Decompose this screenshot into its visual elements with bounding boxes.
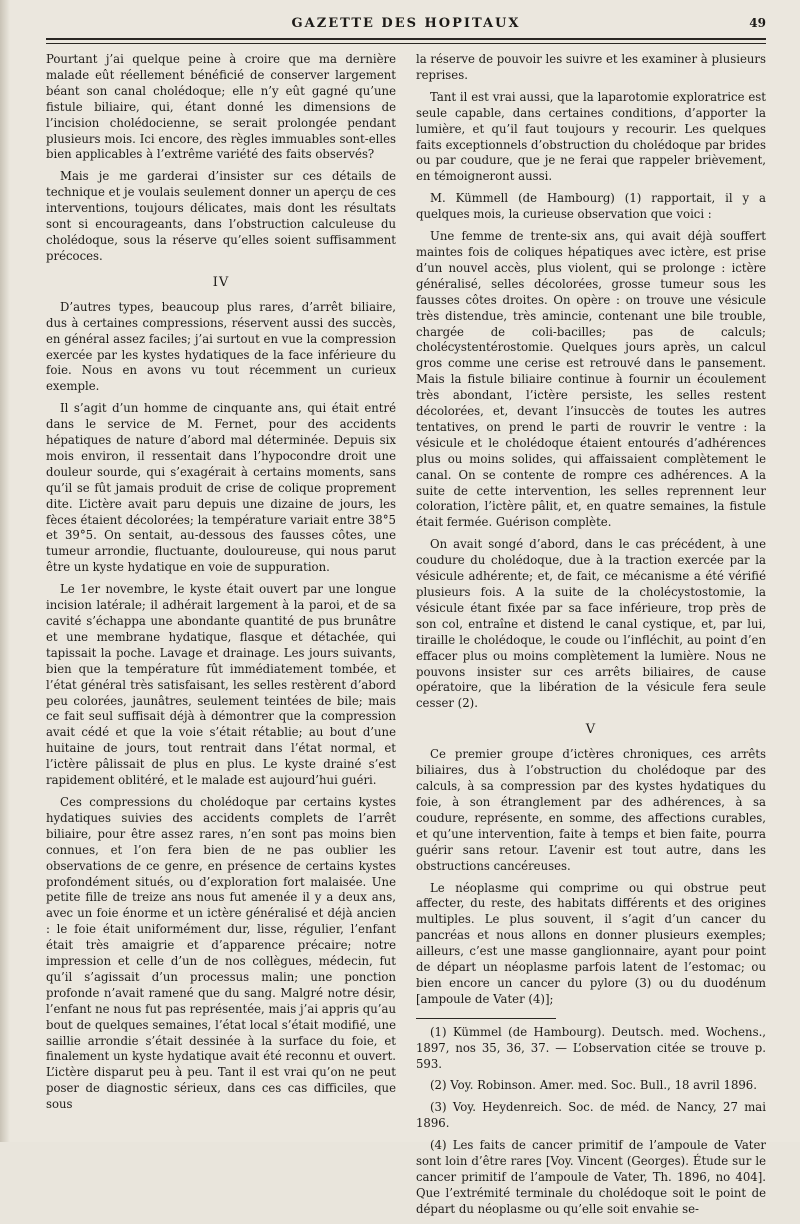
paragraph: Tant il est vrai aussi, que la laparotomie exploratrice est seule capable, dans certaines conditions, d’apporter la lumière, et qu’il faut toujours y recourir. Les quelques faits exceptionnels d’obstruction du cholédoque par brides ou par coudure, que je ne ferai que rappeler brièvement, en témoigneront aussi.: [416, 89, 766, 184]
section-heading: V: [585, 722, 597, 738]
paragraph: la réserve de pouvoir les suivre et les examiner à plusieurs reprises.: [416, 52, 766, 82]
footnote: (3) Voy. Heydenreich. Soc. de méd. de Nancy, 27 mai 1896.: [416, 1100, 766, 1131]
paragraph: D’autres types, beaucoup plus rares, d’arrêt biliaire, dus à certaines compressions, réservent aussi des succès, en général assez faciles; j’ai surtout en vue la compression exercée par les kystes hydatiques de la face inférieure du foie. Nous en avons vu tout récemment un curieux exemple.: [46, 299, 396, 394]
page-number: 49: [749, 16, 766, 30]
paragraph: Le 1er novembre, le kyste était ouvert par une longue incision latérale; il adhérait largement à la paroi, et de sa cavité s’échappa une abondante quantité de pus brunâtre et une membrane hydatique, flasque et détachée, qui tapissait la poche. Lavage et drainage. Les jours suivants, bien que la température fût immédiatement tombée, et l’état général très satisfaisant, les selles restèrent d’abord peu colorées, jaunâtres, seulement teintées de bile; mais ce fait seul suffisait déjà à démontrer que la compression avait cédé et que la voie s’était rétablie; au bout d’une huitaine de jours, tout rentrait dans l’état normal, et l’ictère pâlissait de plus en plus. Le kyste drainé s’est rapidement oblitéré, et le malade est aujourd’hui guéri.: [46, 582, 396, 788]
paragraph: Le néoplasme qui comprime ou qui obstrue peut affecter, du reste, des habitats différents et des origines multiples. Le plus souvent, il s’agit d’un cancer du pancréas et nous allons en donner plusieurs exemples; ailleurs, c’est une masse ganglionnaire, ayant pour point de départ un néoplasme parfois latent de l’estomac; ou bien encore un cancer du pylore (3) ou du duodénum [ampoule de Vater (4)];: [416, 880, 766, 1006]
paragraph: M. Kümmell (de Hambourg) (1) rapportait, il y a quelques mois, la curieuse observation que voici :: [416, 191, 766, 222]
paragraph: On avait songé d’abord, dans le cas précédent, à une coudure du cholédoque, due à la traction exercée par la vésicule adhérente; et, de fait, ce mécanisme a été vérifié plusieurs fois. A la suite de la cholécystostomie, la vésicule étant fixée par sa face inférieure, trop près de son col, entraîne et distend le canal cystique, et, par lui, tiraille le cholédoque, le coude ou l’infléchit, au point d’en effacer plus ou moins complètement la lumière. Nous ne pouvons insister sur ces arrêts biliaires, de cause opératoire, que la libération de la vésicule fera seule cesser (2).: [416, 537, 766, 711]
running-title: GAZETTE DES HOPITAUX: [291, 16, 521, 31]
section-heading: IV: [212, 274, 230, 290]
paragraph: Il s’agit d’un homme de cinquante ans, qui était entré dans le service de M. Fernet, pour des accidents hépatiques de nature d’abord mal déterminée. Depuis six mois environ, il ressentait dans l’hypocondre droit une douleur sourde, qui s’exagérait à certains moments, sans qu’il se fût jamais produit de crise de colique proprement dite. L’ictère avait paru depuis une dizaine de jours, les fèces étaient décolorées; la température variait entre 38°5 et 39°5. On sentait, au-dessous des fausses côtes, une tumeur arrondie, fluctuante, douloureuse, qui nous parut être un kyste hydatique en voie de suppuration.: [46, 401, 396, 575]
left-column: [46, 52, 396, 1224]
paragraph: Pourtant j’ai quelque peine à croire que ma dernière malade eût réellement bénéficié de conserver largement béant son canal cholédoque; elle n’y eût gagné qu’une fistule biliaire, qui, étant donné les dimensions de l’incision cholédocienne, se serait prolongée pendant plusieurs mois. Ici encore, des règles immuables sont-elles bien applicables à l’extrême variété des faits observés?: [46, 52, 396, 162]
footnote: (1) Kümmel (de Hambourg). Deutsch. med. Wochens., 1897, nos 35, 36, 37. — L’observation citée se trouve p. 593.: [416, 1024, 766, 1071]
paragraph: Ces compressions du cholédoque par certains kystes hydatiques suivies des accidents complets de l’arrêt biliaire, pour être assez rares, n’en sont pas moins bien connues, et l’on fera bien de ne pas oublier les observations de ce genre, en présence de certains kystes profondément situés, ou d’exploration fort malaisée. Une petite fille de treize ans nous fut amenée il y a deux ans, avec un foie énorme et un ictère généralisé et déjà ancien : le foie était uniformément dur, lisse, régulier, l’enfant était très amaigrie et d’apparence précaire; notre impression et celle d’un de nos collègues, médecin, fut qu’il s’agissait d’un processus malin; une ponction profonde n’avait ramené que du sang. Malgré notre désir, l’enfant ne nous fut pas représentée, mais j’ai appris qu’au bout de quelques semaines, l’état local s’était modifié, une saillie arrondie s’était dessinée à la surface du foie, et finalement un kyste hydatique avait été reconnu et ouvert. L’ictère disparut peu à peu. Tant il est vrai qu’on ne peut poser de diagnostic sérieux, dans ces cas difficiles, que sous: [46, 794, 396, 1112]
two-column-body: [46, 52, 766, 1224]
page-header: [46, 12, 766, 38]
paragraph: Mais je me garderai d’insister sur ces détails de technique et je voulais seulement donner un aperçu de ces interventions, toujours délicates, mais dont les résultats sont si encourageants, dans l’obstruction calculeuse du cholédoque, sous la réserve qu’elles soient suffisamment précoces.: [46, 169, 396, 263]
footnote: (4) Les faits de cancer primitif de l’ampoule de Vater sont loin d’être rares [Voy. Vincent (Georges). Étude sur le cancer primitif de l’ampoule de Vater, Th. 1896, no 404]. Que l’extrémité terminale du cholédoque soit le point de départ du néoplasme ou qu’elle soit envahie se-: [416, 1138, 766, 1216]
footnote-rule: [416, 1018, 556, 1019]
footnote: (2) Voy. Robinson. Amer. med. Soc. Bull., 18 avril 1896.: [430, 1078, 757, 1093]
header-rule-thin: [46, 43, 766, 44]
header-rule-thick: [46, 38, 766, 40]
paragraph: Ce premier groupe d’ictères chroniques, ces arrêts biliaires, dus à l’obstruction du cholédoque par des calculs, à sa compression par des kystes hydatiques du foie, à son étranglement par des adhérences, à sa coudure, représente, en somme, des affections curables, et qu’une intervention, faite à temps et bien faite, pourra guérir sans retour. L’avenir est tout autre, dans les obstructions cancéreuses.: [416, 747, 766, 873]
header-rules: [46, 38, 766, 44]
right-column: [416, 52, 766, 1224]
paragraph: Une femme de trente-six ans, qui avait déjà souffert maintes fois de coliques hépatiques avec ictère, est prise d’un nouvel accès, plus violent, qui se prolonge : ictère généralisé, selles décolorées, grosse tumeur sous les fausses côtes droites. On opère : on trouve une vésicule très distendue, très amincie, contenant une bile trouble, chargée de coli-bacilles; pas de calculs; cholécystentérostomie. Quelques jours après, un calcul gros comme une cerise est retrouvé dans le pansement. Mais la fistule biliaire continue à fournir un écoulement très abondant, l’ictère persiste, les selles restent décolorées, et, devant l’insuccès de toutes les autres tentatives, on prend le parti de rouvrir le ventre : la vésicule et le cholédoque étaient entourés d’adhérences plus ou moins solides, qui affaissaient complètement le canal. On se contente de rompre ces adhérences. A la suite de cette intervention, les selles reprennent leur coloration, l’ictère pâlit, et, en quatre semaines, la fistule était fermée. Guérison complète.: [416, 229, 766, 530]
